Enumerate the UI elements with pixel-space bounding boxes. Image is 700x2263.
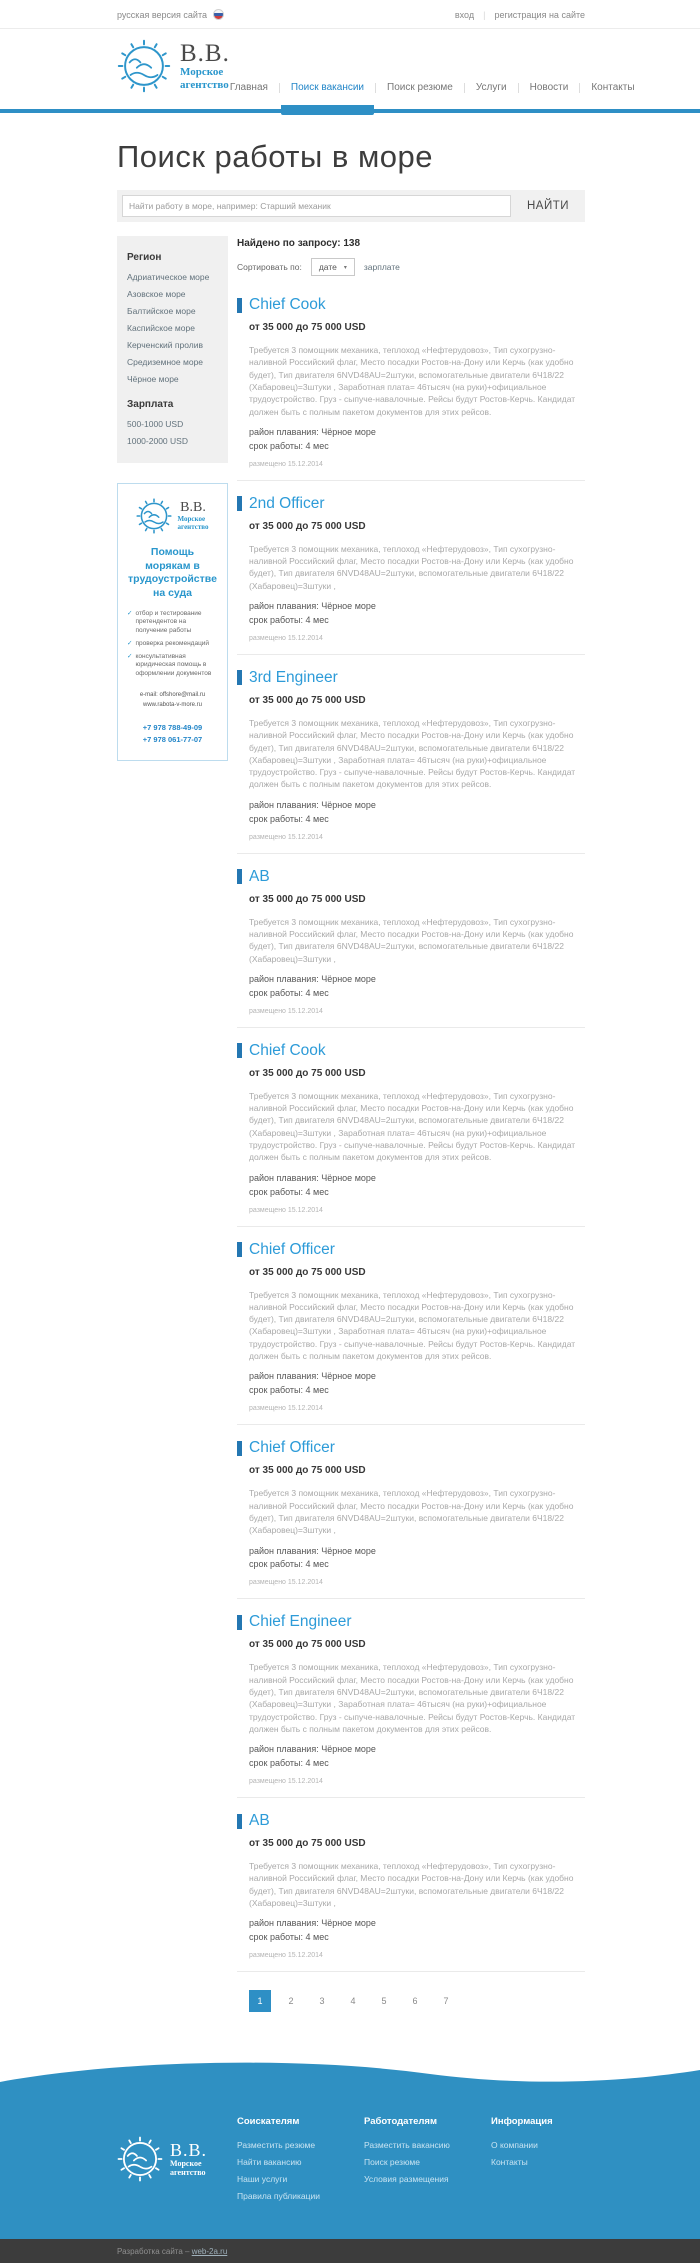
job-area: район плавания: Чёрное море <box>249 1545 376 1556</box>
banner-email: e-mail: offshore@mail.ru <box>139 691 206 698</box>
job-marker-icon <box>237 869 242 884</box>
job-term: срок работы: 4 мес <box>249 1385 329 1396</box>
job-description: Требуется 3 помощник механика, теплоход «Нефтерудовоз», Тип сухогрузно-наливной Российский флаг, Место посадки Ростов-на-Дону или Керчь (как удобно будет), Тип двигателя 6NVD48AU=2штуки, вспомогательные двигатели 6Ч18/22 (Хабаровец)=3штуки , <box>249 916 574 964</box>
banner-phone-2: +7 978 061-77-07 <box>142 735 203 745</box>
job-posted-date: размещено 15.12.2014 <box>249 460 323 468</box>
banner-check-item: проверка рекомендаций <box>135 639 210 647</box>
job-term: срок работы: 4 мес <box>249 440 329 451</box>
region-filter-azov[interactable]: Азовское море <box>127 288 186 299</box>
sort-by-salary-link[interactable]: зарплате <box>363 262 400 272</box>
salary-filter-title: Зарплата <box>127 399 174 410</box>
nav-contacts[interactable]: Контакты <box>591 82 635 93</box>
job-description: Требуется 3 помощник механика, теплоход «Нефтерудовоз», Тип сухогрузно-наливной Российский флаг, Место посадки Ростов-на-Дону или Керчь (как удобно будет), Тип двигателя 6NVD48AU=2штуки, вспомогательные двигатели 6Ч18/22 (Хабаровец)=3штуки , Заработная плата= 46тысяч (на руки)+официальное трудоустройство. Груз - сыпуче-навалочные. Рейсы будут Ростов-Керчь. Кандидат должен быть с полным пакетом документов для этих рейсов. <box>249 1662 576 1734</box>
footer-link-placement-terms[interactable]: Условия размещения <box>364 2174 449 2185</box>
job-listing <box>237 1599 585 1798</box>
footer-brand-name: В.В. <box>170 2139 208 2160</box>
sun-seagulls-logo-icon <box>117 39 171 93</box>
job-listing <box>237 655 585 854</box>
check-icon: ✓ <box>127 609 133 617</box>
job-listing <box>237 854 585 1028</box>
job-area: район плавания: Чёрное море <box>249 426 376 437</box>
footer <box>0 2058 700 2263</box>
job-title-row[interactable] <box>237 495 585 513</box>
header <box>0 29 700 109</box>
job-posted-date: размещено 15.12.2014 <box>249 1778 323 1786</box>
pagination <box>249 1990 585 2012</box>
banner-check-item: консультативная юридическая помощь в оформлении документов <box>135 652 212 678</box>
search-input[interactable] <box>122 195 511 217</box>
job-description: Требуется 3 помощник механика, теплоход «Нефтерудовоз», Тип сухогрузно-наливной Российский флаг, Место посадки Ростов-на-Дону или Керчь (как удобно будет), Тип двигателя 6NVD48AU=2штуки, вспомогательные двигатели 6Ч18/22 (Хабаровец)=3штуки , Заработная плата= 46тысяч (на руки)+официальное трудоустройство. Груз - сыпуче-навалочные. Рейсы будут Ростов-Керчь. Кандидат должен быть с полным пакетом документов для этих рейсов. <box>249 1289 576 1362</box>
job-title-link[interactable]: Chief Cook <box>249 296 326 313</box>
region-filter-title: Регион <box>127 252 162 263</box>
job-salary: от 35 000 до 75 000 USD <box>249 1838 366 1850</box>
footer-column-employers <box>364 2104 482 2205</box>
brand-tagline-1: Морское <box>180 65 224 78</box>
search-bar <box>117 190 585 222</box>
job-listing <box>237 481 585 655</box>
search-button[interactable]: НАЙТИ <box>511 200 585 212</box>
job-term: срок работы: 4 мес <box>249 614 329 625</box>
sun-seagulls-logo-icon <box>117 2136 163 2182</box>
topbar-separator: | <box>483 9 486 20</box>
nav-separator <box>518 83 519 93</box>
job-area: район плавания: Чёрное море <box>249 973 376 984</box>
main-nav <box>230 82 635 93</box>
footer-column-info <box>491 2104 609 2205</box>
pagination-page-7[interactable]: 7 <box>443 1996 449 2007</box>
job-area: район плавания: Чёрное море <box>249 799 376 810</box>
region-filter-adriatic[interactable]: Адриатическое море <box>127 271 210 282</box>
job-description: Требуется 3 помощник механика, теплоход «Нефтерудовоз», Тип сухогрузно-наливной Российский флаг, Место посадки Ростов-на-Дону или Керчь (как удобно будет), Тип двигателя 6NVD48AU=2штуки, вспомогательные двигатели 6Ч18/22 (Хабаровец)=3штуки , Заработная плата= 46тысяч (на руки)+официальное трудоустройство. Груз - сыпуче-навалочные. Рейсы будут Ростов-Керчь. Кандидат должен быть с полным пакетом документов для этих рейсов. <box>249 717 576 790</box>
sort-label: Сортировать по: <box>237 262 302 272</box>
footer-seekers-title: Соискателям <box>237 2116 300 2128</box>
job-marker-icon <box>237 496 242 511</box>
region-filter-mediterranean[interactable]: Средиземное море <box>127 356 204 367</box>
job-term: срок работы: 4 мес <box>249 1559 329 1570</box>
filters-sidebar <box>117 236 228 463</box>
nav-services[interactable]: Услуги <box>475 82 507 93</box>
job-salary: от 35 000 до 75 000 USD <box>249 520 366 532</box>
job-term: срок работы: 4 мес <box>249 1758 329 1769</box>
footer-logo[interactable] <box>117 2112 228 2205</box>
footer-link-search-resume[interactable]: Поиск резюме <box>364 2157 420 2168</box>
job-description: Требуется 3 помощник механика, теплоход «Нефтерудовоз», Тип сухогрузно-наливной Российский флаг, Место посадки Ростов-на-Дону или Керчь (как удобно будет), Тип двигателя 6NVD48AU=2штуки, вспомогательные двигатели 6Ч18/22 (Хабаровец)=3штуки , Заработная плата= 46тысяч (на руки)+официальное трудоустройство. Груз - сыпуче-навалочные. Рейсы будут Ростов-Керчь. Кандидат должен быть с полным пакетом документов для этих рейсов. <box>249 1090 576 1163</box>
footer-info-title: Информация <box>491 2116 553 2128</box>
job-area: район плавания: Чёрное море <box>249 601 376 611</box>
job-posted-date: размещено 15.12.2014 <box>249 1007 323 1015</box>
salary-filter-1000-2000[interactable]: 1000-2000 USD <box>127 435 188 446</box>
footer-column-seekers <box>237 2104 355 2205</box>
job-term: срок работы: 4 мес <box>249 813 329 824</box>
footer-wave-shape <box>0 2058 700 2100</box>
pagination-page-3[interactable]: 3 <box>319 1996 325 2007</box>
job-posted-date: размещено 15.12.2014 <box>249 1206 323 1214</box>
job-description: Требуется 3 помощник механика, теплоход «Нефтерудовоз», Тип сухогрузно-наливной Российский флаг, Место посадки Ростов-на-Дону или Керчь (как удобно будет), Тип двигателя 6NVD48AU=2штуки, вспомогательные двигатели 6Ч18/22 (Хабаровец)=3штуки , Заработная плата= 46тысяч (на руки)+официальное трудоустройство. Груз - сыпуче-навалочные. Рейсы будут Ростов-Керчь. Кандидат должен быть с полным пакетом документов для этих рейсов. <box>249 345 576 417</box>
job-salary: от 35 000 до 75 000 USD <box>249 1465 366 1477</box>
job-title-row[interactable] <box>237 296 585 314</box>
footer-employers-title: Работодателям <box>364 2116 437 2128</box>
region-filter-black-sea[interactable]: Чёрное море <box>127 373 179 384</box>
brand-name: В.В. <box>180 39 230 67</box>
job-title-link[interactable]: 2nd Officer <box>249 494 325 512</box>
footer-link-contacts[interactable]: Контакты <box>491 2157 528 2168</box>
nav-separator <box>579 83 580 93</box>
job-marker-icon <box>237 1441 242 1456</box>
job-listing <box>237 282 585 481</box>
region-filter-caspian[interactable]: Каспийское море <box>127 322 195 333</box>
pagination-page-5[interactable]: 5 <box>381 1996 387 2007</box>
nav-home[interactable]: Главная <box>229 82 268 93</box>
job-title-link[interactable]: Chief Officer <box>249 1439 335 1457</box>
job-salary: от 35 000 до 75 000 USD <box>249 322 366 333</box>
logo[interactable] <box>117 39 230 93</box>
job-marker-icon <box>237 1615 242 1630</box>
job-title-link[interactable]: AB <box>249 1812 270 1830</box>
job-marker-icon <box>237 1043 242 1058</box>
nav-separator <box>464 83 465 93</box>
job-title-row[interactable] <box>237 868 585 886</box>
chevron-down-icon: ▾ <box>343 264 347 271</box>
nav-search-resume[interactable]: Поиск резюме <box>387 82 453 93</box>
job-listing <box>237 1227 585 1426</box>
footer-link-about-company[interactable]: О компании <box>491 2140 538 2151</box>
job-term: срок работы: 4 мес <box>249 1186 329 1197</box>
job-marker-icon <box>237 1814 242 1829</box>
language-label[interactable]: русская версия сайта <box>117 9 207 20</box>
job-title-row[interactable] <box>237 1042 585 1060</box>
nav-separator <box>375 83 376 93</box>
salary-filter-500-1000[interactable]: 500-1000 USD <box>127 418 184 429</box>
footer-link-post-vacancy[interactable]: Разместить вакансию <box>364 2140 450 2151</box>
job-title-link[interactable]: Chief Officer <box>249 1240 335 1258</box>
pagination-page-2[interactable]: 2 <box>288 1996 294 2007</box>
job-marker-icon <box>237 1242 242 1257</box>
job-salary: от 35 000 до 75 000 USD <box>249 1266 366 1278</box>
job-title-row[interactable] <box>237 1241 585 1259</box>
banner-brand-tagline-1: Морское <box>177 514 206 523</box>
pagination-page-1[interactable]: 1 <box>249 1990 271 2012</box>
job-posted-date: размещено 15.12.2014 <box>249 1952 323 1960</box>
job-area: район плавания: Чёрное море <box>249 1172 376 1183</box>
job-term: срок работы: 4 мес <box>249 1932 329 1943</box>
page-title: Поиск работы в море <box>117 139 434 174</box>
job-posted-date: размещено 15.12.2014 <box>249 634 323 642</box>
job-listing <box>237 1798 585 1972</box>
banner-site: www.rabota-v-more.ru <box>142 701 202 708</box>
job-description: Требуется 3 помощник механика, теплоход «Нефтерудовоз», Тип сухогрузно-наливной Российский флаг, Место посадки Ростов-на-Дону или Керчь (как удобно будет), Тип двигателя 6NVD48AU=2штуки, вспомогательные двигатели 6Ч18/22 (Хабаровец)=3штуки , <box>249 543 574 591</box>
nav-news[interactable]: Новости <box>529 82 569 93</box>
footer-brand-tagline-1: Морское <box>170 2158 202 2168</box>
brand-tagline-2: агентство <box>180 78 229 91</box>
job-description: Требуется 3 помощник механика, теплоход «Нефтерудовоз», Тип сухогрузно-наливной Российский флаг, Место посадки Ростов-на-Дону или Керчь (как удобно будет), Тип двигателя 6NVD48AU=2штуки, вспомогательные двигатели 6Ч18/22 (Хабаровец)=3штуки , <box>249 1861 574 1909</box>
sort-by-date-dropdown[interactable] <box>311 258 355 276</box>
footer-link-publication-rules[interactable]: Правила публикации <box>237 2191 321 2202</box>
check-icon: ✓ <box>127 639 133 647</box>
banner-check-item: отбор и тестирование претендентов на получение работы <box>135 609 202 635</box>
job-area: район плавания: Чёрное море <box>249 1918 376 1929</box>
job-marker-icon <box>237 298 242 313</box>
job-marker-icon <box>237 670 242 685</box>
job-salary: от 35 000 до 75 000 USD <box>249 893 366 905</box>
register-link[interactable]: регистрация на сайте <box>494 9 585 20</box>
job-title-link[interactable]: AB <box>249 867 270 885</box>
agency-ad-banner[interactable] <box>117 483 228 761</box>
job-title-row[interactable] <box>237 669 585 687</box>
job-salary: от 35 000 до 75 000 USD <box>249 694 366 706</box>
job-title-link[interactable]: Chief Cook <box>249 1041 326 1059</box>
job-area: район плавания: Чёрное море <box>249 1744 376 1755</box>
topbar <box>0 0 700 29</box>
job-title-row[interactable] <box>237 1613 585 1631</box>
job-title-row[interactable] <box>237 1439 585 1457</box>
footer-link-our-services[interactable]: Наши услуги <box>237 2174 288 2185</box>
job-salary: от 35 000 до 75 000 USD <box>249 1067 366 1079</box>
job-posted-date: размещено 15.12.2014 <box>249 1405 323 1413</box>
job-term: срок работы: 4 мес <box>249 987 329 998</box>
login-link[interactable]: вход <box>454 9 475 20</box>
banner-phone-1: +7 978 788-49-09 <box>142 723 203 733</box>
job-listing <box>237 1028 585 1227</box>
sort-date-value: дате <box>318 262 337 272</box>
banner-title: Помощь морякам в трудоустройстве на суда <box>128 546 217 599</box>
russian-flag-icon[interactable] <box>213 9 224 20</box>
banner-brand-tagline-2: агентство <box>177 523 209 531</box>
check-icon: ✓ <box>127 652 133 660</box>
nav-separator <box>279 83 280 93</box>
job-area: район плавания: Чёрное море <box>249 1371 376 1382</box>
job-listing <box>237 1425 585 1599</box>
banner-brand-name: В.В. <box>180 499 206 515</box>
pagination-page-4[interactable]: 4 <box>350 1996 356 2007</box>
job-title-link[interactable]: 3rd Engineer <box>249 668 338 686</box>
pagination-page-6[interactable]: 6 <box>412 1996 418 2007</box>
job-salary: от 35 000 до 75 000 USD <box>249 1639 366 1651</box>
job-title-link[interactable]: Chief Engineer <box>249 1613 352 1631</box>
job-description: Требуется 3 помощник механика, теплоход «Нефтерудовоз», Тип сухогрузно-наливной Российский флаг, Место посадки Ростов-на-Дону или Керчь (как удобно будет), Тип двигателя 6NVD48AU=2штуки, вспомогательные двигатели 6Ч18/22 (Хабаровец)=3штуки , <box>249 1488 574 1536</box>
developer-site-link[interactable]: web-2a.ru <box>191 2246 228 2256</box>
credits-text: Разработка сайта – <box>117 2246 192 2256</box>
region-filter-baltic[interactable]: Балтийское море <box>127 305 196 316</box>
footer-link-find-vacancy[interactable]: Найти вакансию <box>237 2157 302 2168</box>
footer-link-post-resume[interactable]: Разместить резюме <box>237 2140 316 2151</box>
region-filter-kerch[interactable]: Керченский пролив <box>127 339 203 350</box>
job-posted-date: размещено 15.12.2014 <box>249 833 323 841</box>
footer-brand-tagline-2: агентство <box>170 2167 206 2177</box>
job-posted-date: размещено 15.12.2014 <box>249 1579 323 1587</box>
sun-seagulls-logo-icon <box>136 498 172 534</box>
nav-search-vacancies[interactable]: Поиск вакансии <box>290 82 365 93</box>
bottombar <box>0 2239 700 2263</box>
job-title-row[interactable] <box>237 1812 585 1830</box>
results-count: Найдено по запросу: 138 <box>237 238 361 249</box>
